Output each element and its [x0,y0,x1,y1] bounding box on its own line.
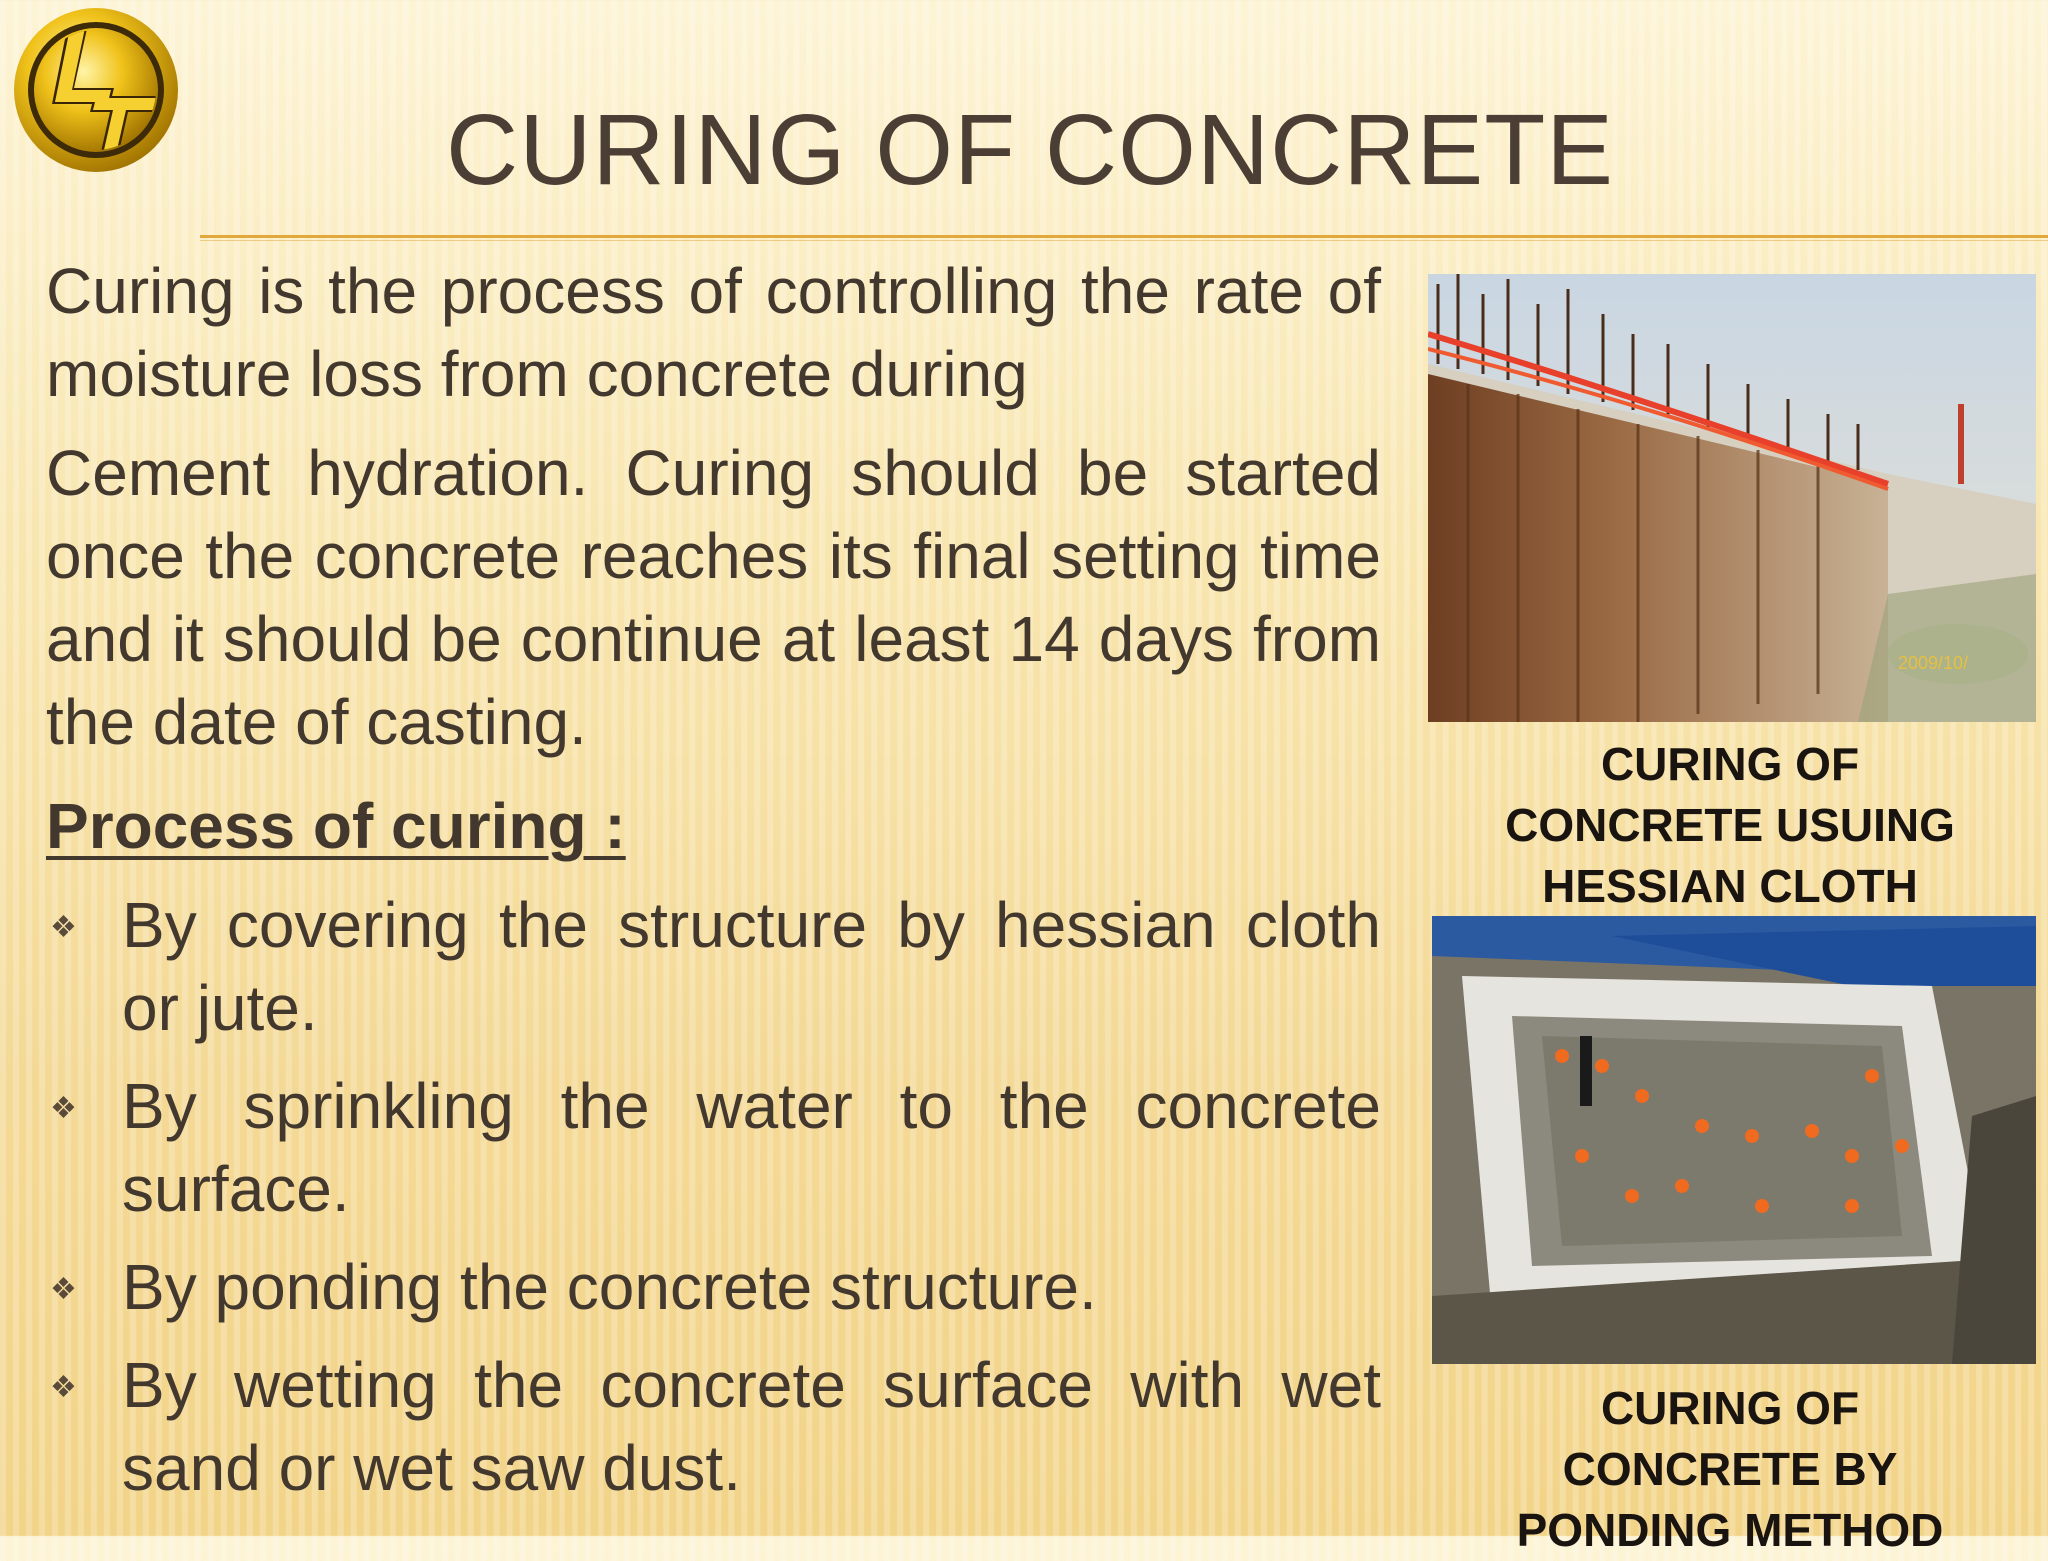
caption-line: CONCRETE BY [1562,1443,1898,1495]
hessian-cloth-photo [1428,274,2036,722]
diamond-bullet-icon: ❖ [50,1273,77,1306]
list-item-text: By ponding the concrete structure. [122,1251,1097,1323]
title-divider-thin [200,240,2048,241]
list-item [46,1065,1381,1231]
caption-line: PONDING METHOD [1516,1504,1944,1556]
ponding-method-photo [1432,916,2036,1364]
diamond-bullet-icon: ❖ [50,1092,77,1125]
diamond-bullet-icon: ❖ [50,1371,77,1404]
list-item-text: By sprinkling the water to the concrete surface. [122,1070,1381,1225]
caption-line: CURING OF [1600,738,1860,790]
list-item [46,1344,1381,1510]
diamond-bullet-icon: ❖ [50,911,77,944]
list-item [46,1246,1381,1329]
list-item [46,884,1381,1050]
ponding-photo-caption [1430,1378,2030,1561]
process-heading: Process of curing : [46,790,626,862]
caption-line: CURING OF [1600,1382,1860,1434]
photo-date-stamp: 2009/10/ [1898,653,1969,673]
detail-paragraph: Cement hydration. Curing should be started once the concrete reaches its final setting time and it should be continue at least 14 days from the date of casting. [46,437,1381,758]
title-divider [200,235,2048,238]
list-item-text: By covering the structure by hessian cloth or jute. [122,889,1381,1044]
list-item-text: By wetting the concrete surface with wet sand or wet saw dust. [122,1349,1381,1504]
slide-title: CURING OF CONCRETE [446,94,1614,206]
slide-body [46,250,1381,1525]
intro-paragraph: Curing is the process of controlling the rate of moisture loss from concrete during [46,255,1381,410]
hessian-photo-caption [1430,734,2030,917]
lt-logo-icon [10,4,182,176]
process-list [46,884,1381,1510]
caption-line: CONCRETE USUING [1505,799,1955,851]
caption-line: HESSIAN CLOTH [1542,860,1918,912]
